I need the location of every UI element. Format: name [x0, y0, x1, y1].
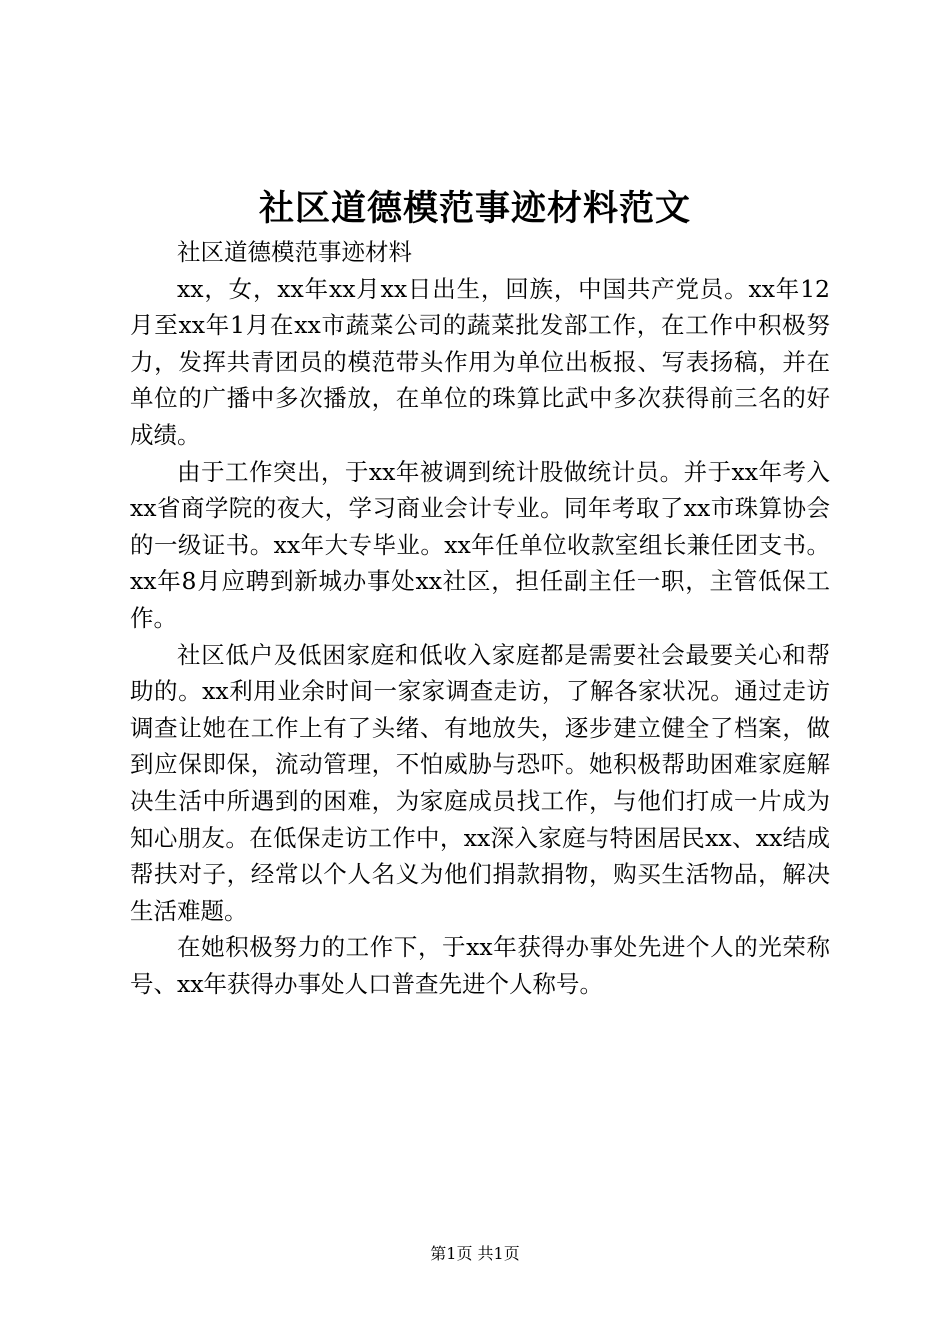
document-subtitle: 社区道德模范事迹材料 [177, 238, 412, 266]
page-footer: 第1页 共1页 [430, 1244, 520, 1263]
paragraph-3: 社区低户及低困家庭和低收入家庭都是需要社会最要关心和帮助的。xx利用业余时间一家家调查走访，了解各家状况。通过走访调查让她在工作上有了头绪、有地放失，逐步建立健全了档案，做到应保即保，流动管理，不怕威胁与恐吓。她积极帮助困难家庭解决生活中所遇到的困难，为家庭成员找工作，与他们打成一片成为知心朋友。在低保走访工作中，xx深入家庭与特困居民xx、xx结成帮扶对子，经常以个人名义为他们捐款捐物，购买生活物品，解决生活难题。 [130, 640, 830, 925]
paragraph-4: 在她积极努力的工作下，于xx年获得办事处先进个人的光荣称号、xx年获得办事处人口普查先进个人称号。 [130, 933, 830, 998]
paragraph-1: xx，女，xx年xx月xx日出生，回族，中国共产党员。xx年12月至xx年1月在xx市蔬菜公司的蔬菜批发部工作，在工作中积极努力，发挥共青团员的模范带头作用为单位出板报、写表扬稿，并在单位的广播中多次播放，在单位的珠算比武中多次获得前三名的好成绩。 [130, 274, 830, 449]
document-title: 社区道德模范事迹材料范文 [258, 188, 691, 229]
paragraph-2: 由于工作突出，于xx年被调到统计股做统计员。并于xx年考入xx省商学院的夜大，学习商业会计专业。同年考取了xx市珠算协会的一级证书。xx年大专毕业。xx年任单位收款室组长兼任团支书。xx年8月应聘到新城办事处xx社区，担任副主任一职，主管低保工作。 [130, 457, 830, 632]
document-body [130, 234, 830, 1002]
